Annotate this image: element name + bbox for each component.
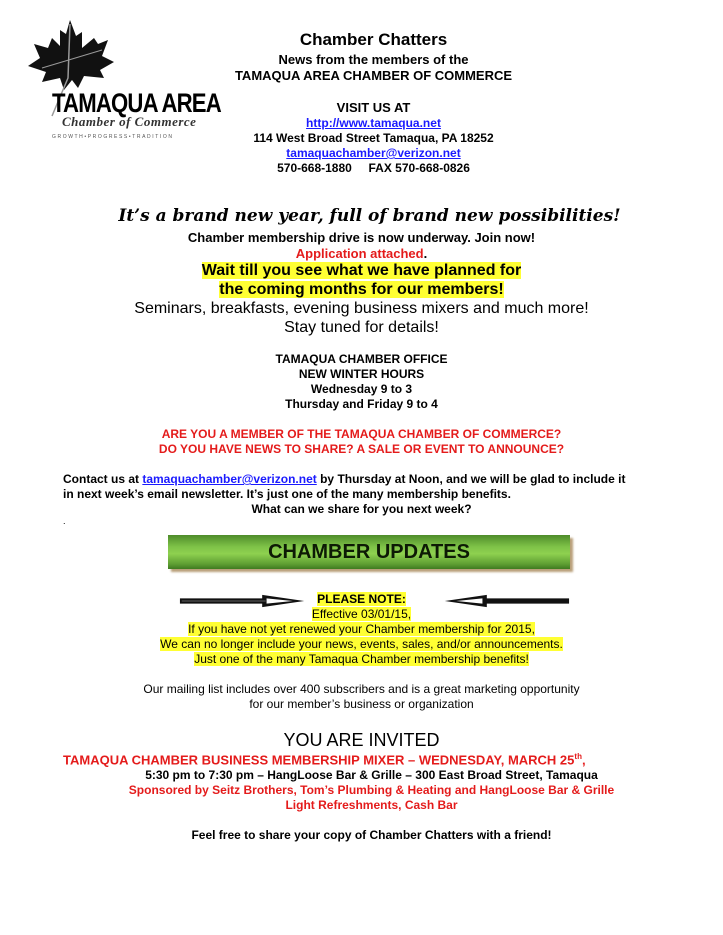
- highlight-line-2: the coming months for our members!: [219, 281, 504, 298]
- event-sponsors: Sponsored by Seitz Brothers, Tom’s Plumbing & Heating and HangLoose Bar & Grille: [128, 783, 615, 797]
- stray-dot: .: [63, 516, 66, 526]
- share-note: Feel free to share your copy of Chamber Chatters with a friend!: [191, 828, 552, 842]
- contact-email-link[interactable]: tamaquachamber@verizon.net: [142, 472, 317, 486]
- membership-drive: Chamber membership drive is now underway. Join now!: [187, 230, 536, 245]
- address: 114 West Broad Street Tamaqua, PA 18252: [253, 131, 494, 145]
- stay-tuned: Stay tuned for details!: [284, 319, 439, 336]
- events-text: Seminars, breakfasts, evening business mixers and much more!: [134, 300, 589, 317]
- mixer-event: TAMAQUA CHAMBER BUSINESS MEMBERSHIP MIXER – WEDNESDAY, MARCH 25th,: [63, 752, 586, 768]
- note-no-longer: We can no longer include your news, events, sales, and/or announcements.: [160, 637, 563, 651]
- phone-fax: [12, 161, 723, 175]
- newsletter-title: Chamber Chatters: [299, 30, 448, 49]
- invite-title: YOU ARE INVITED: [283, 730, 440, 750]
- logo-name: TAMAQUA AREA: [52, 88, 221, 118]
- visit-label: VISIT US AT: [336, 100, 411, 115]
- org-name: TAMAQUA AREA CHAMBER OF COMMERCE: [234, 68, 513, 83]
- newsletter-subtitle: News from the members of the: [278, 52, 469, 67]
- fax: FAX 570-668-0826: [368, 161, 470, 175]
- news-question: DO YOU HAVE NEWS TO SHARE? A SALE OR EVENT TO ANNOUNCE?: [158, 442, 565, 456]
- office-label: TAMAQUA CHAMBER OFFICE: [275, 352, 448, 366]
- contact-line-3: What can we share for you next week?: [251, 502, 472, 516]
- application-attached: Application attached: [295, 246, 424, 261]
- note-benefits: Just one of the many Tamaqua Chamber membership benefits!: [194, 652, 529, 666]
- intro-headline: It’s a brand new year, full of brand new possibilities!: [118, 206, 621, 226]
- member-question: ARE YOU A MEMBER OF THE TAMAQUA CHAMBER OF COMMERCE?: [161, 427, 562, 441]
- note-effective: Effective 03/01/15,: [311, 607, 412, 621]
- logo-script: Chamber of Commerce: [62, 114, 197, 129]
- phone: 570-668-1880: [277, 161, 352, 175]
- contact-line-2: in next week’s email newsletter. It’s just one of the many membership benefits.: [63, 487, 511, 501]
- email-link[interactable]: tamaquachamber@verizon.net: [286, 146, 461, 160]
- highlight-line-1: Wait till you see what we have planned for: [201, 262, 522, 279]
- chamber-updates-banner: [168, 535, 570, 569]
- website-link[interactable]: http://www.tamaqua.net: [306, 116, 441, 130]
- logo-tagline: GROWTH•PROGRESS•TRADITION: [52, 134, 174, 140]
- event-time-place: 5:30 pm to 7:30 pm – HangLoose Bar & Grille – 300 East Broad Street, Tamaqua: [145, 768, 598, 782]
- note-renew: If you have not yet renewed your Chamber membership for 2015,: [188, 622, 535, 636]
- please-note-title: PLEASE NOTE:: [317, 592, 406, 606]
- mailing-list-2: for our member’s business or organization: [249, 697, 474, 711]
- hours-wednesday: Wednesday 9 to 3: [310, 382, 413, 396]
- contact-line-1: Contact us at tamaquachamber@verizon.net by Thursday at Noon, and we will be glad to include it: [63, 472, 626, 486]
- application-line: Application attached.: [295, 246, 428, 261]
- winter-hours-label: NEW WINTER HOURS: [298, 367, 425, 381]
- mailing-list-1: Our mailing list includes over 400 subscribers and is a great marketing opportunity: [143, 682, 580, 696]
- event-refreshments: Light Refreshments, Cash Bar: [285, 798, 458, 812]
- banner-text: CHAMBER UPDATES: [268, 541, 470, 563]
- hours-thu-fri: Thursday and Friday 9 to 4: [285, 397, 438, 411]
